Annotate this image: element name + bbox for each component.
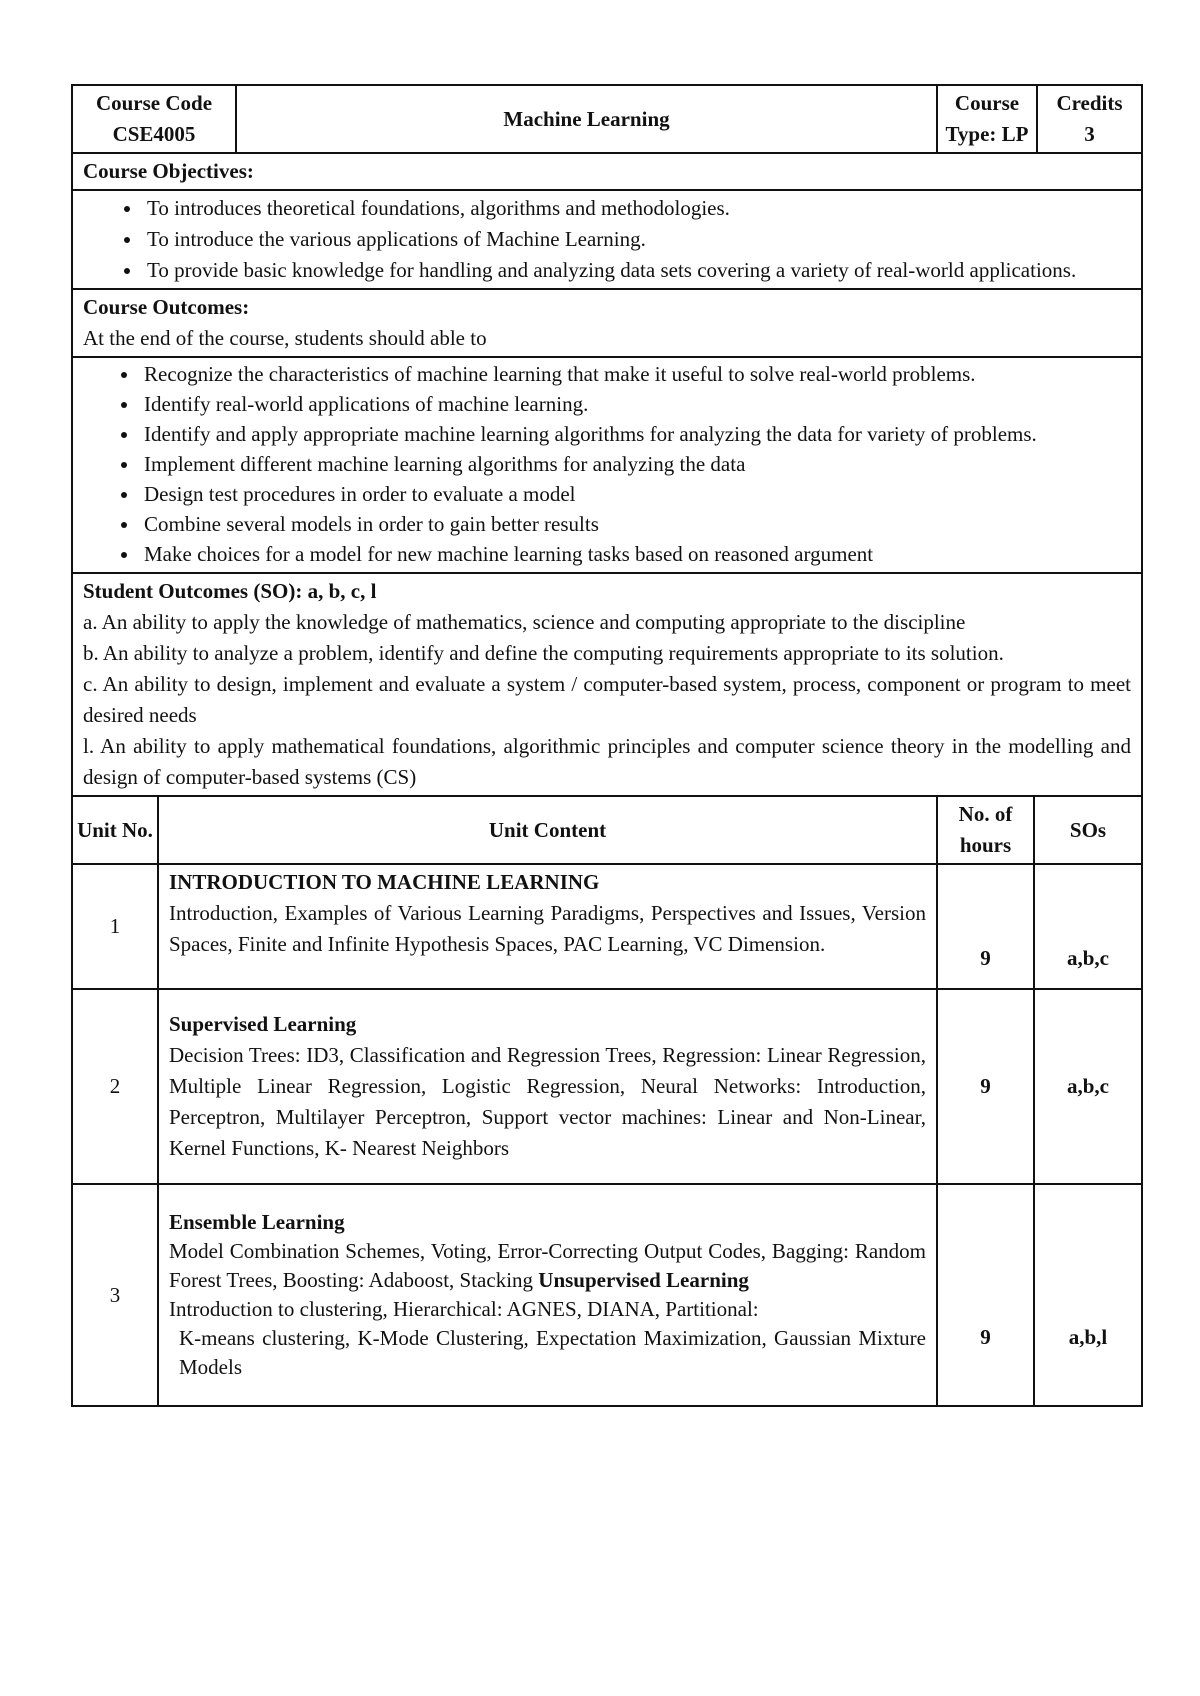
hours-header: No. of hours (937, 796, 1034, 864)
unit-no-header: Unit No. (72, 796, 158, 864)
unit-row (72, 864, 1142, 989)
unit-text: K-means clustering, K-Mode Clustering, Expectation Maximization, Gaussian Mixture Models (179, 1326, 926, 1379)
unit-sos: a,b,c (1034, 989, 1142, 1184)
outcomes-intro: At the end of the course, students should able to (83, 326, 487, 350)
outcome-item: • Implement different machine learning algorithms for analyzing the data (140, 450, 1041, 478)
outcomes-heading: Course Outcomes: (83, 295, 250, 319)
course-code: CSE4005 (112, 122, 196, 146)
unit-hours: 9 (937, 989, 1034, 1184)
student-outcome-item: c. An ability to design, implement and evaluate a system / computer-based system, process, component or program to meet desired needs (83, 672, 1131, 727)
unit-hours: 9 (937, 864, 1034, 989)
outcome-item: • Design test procedures in order to evaluate a model (140, 480, 1041, 508)
outcomes-heading-cell (72, 289, 1142, 357)
student-outcome-item: a. An ability to apply the knowledge of mathematics, science and computing appropriate to the discipline (83, 610, 966, 634)
student-outcomes-heading: Student Outcomes (SO): a, b, c, l (83, 579, 377, 603)
student-outcomes-cell (72, 573, 1142, 796)
credits-value: 3 (1084, 122, 1095, 146)
sos-header: SOs (1034, 796, 1142, 864)
unit-text: Introduction, Examples of Various Learning Paradigms, Perspectives and Issues, Version Spaces, Finite and Infinite Hypothesis Spaces, PAC Learning, VC Dimension. (169, 901, 926, 956)
unit-text: Introduction to clustering, Hierarchical: AGNES, DIANA, Partitional: (169, 1297, 759, 1321)
course-code-cell (72, 85, 236, 153)
unit-title: Supervised Learning (169, 1012, 357, 1036)
outcome-item: • Recognize the characteristics of machine learning that make it useful to solve real-world problems. (140, 360, 1041, 388)
unit-sos: a,b,l (1034, 1184, 1142, 1406)
course-type-label: Course (954, 91, 1020, 115)
objective-item: • To introduces theoretical foundations, algorithms and methodologies. (143, 193, 1131, 224)
course-type-cell (937, 85, 1037, 153)
unit-content (158, 989, 937, 1184)
unit-title: Ensemble Learning (169, 1210, 345, 1234)
objective-item: • To introduce the various applications of Machine Learning. (143, 224, 1131, 255)
student-outcome-item: b. An ability to analyze a problem, identify and define the computing requirements appropriate to its solution. (83, 641, 1004, 665)
outcome-item: • Make choices for a model for new machine learning tasks based on reasoned argument (140, 540, 1041, 568)
outcome-item: • Identify and apply appropriate machine learning algorithms for analyzing the data for variety of problems. (140, 420, 1041, 448)
course-type: Type: LP (945, 122, 1029, 146)
objectives-list (73, 193, 1131, 286)
outcome-item: • Combine several models in order to gain better results (140, 510, 1041, 538)
course-header-table (71, 84, 1143, 797)
outcomes-list (73, 360, 1041, 568)
objective-item: • To provide basic knowledge for handling and analyzing data sets covering a variety of real-world applications. (143, 255, 1131, 286)
unit-text: Decision Trees: ID3, Classification and Regression Trees, Regression: Linear Regression, Multiple Linear Regression, Logistic Regression, Neural Networks: Introduction, Perceptron, Multilayer Perceptron, Support vector machines: Linear and Non-Linear, Kernel Functions, K- Nearest Neighbors (169, 1043, 926, 1160)
unit-text-part: Model Combination Schemes, Voting, Error-Correcting Output Codes, Bagging: Random Forest Trees, Boosting: Adaboost, Stacking (169, 1239, 926, 1292)
unit-content (158, 1184, 937, 1406)
unit-text (169, 1237, 926, 1295)
unit-row (72, 1184, 1142, 1406)
credits-label: Credits (1056, 91, 1123, 115)
course-code-label: Course Code (95, 91, 213, 115)
unit-number: 1 (72, 864, 158, 989)
student-outcome-item: l. An ability to apply mathematical foundations, algorithmic principles and computer science theory in the modelling and design of computer-based systems (CS) (83, 734, 1131, 789)
unit-content-header: Unit Content (158, 796, 937, 864)
units-table (71, 795, 1143, 1407)
unit-content (158, 864, 937, 989)
objectives-list-cell (72, 190, 1142, 289)
unit-subtitle: Unsupervised Learning (538, 1268, 749, 1292)
unit-number: 2 (72, 989, 158, 1184)
unit-title: INTRODUCTION TO MACHINE LEARNING (169, 870, 600, 894)
unit-hours: 9 (937, 1184, 1034, 1406)
outcome-item: • Identify real-world applications of machine learning. (140, 390, 1041, 418)
outcomes-list-cell (72, 357, 1142, 573)
credits-cell (1037, 85, 1142, 153)
objectives-heading: Course Objectives: (72, 153, 1142, 190)
course-title: Machine Learning (236, 85, 937, 153)
unit-row (72, 989, 1142, 1184)
syllabus-page (71, 84, 1141, 1407)
unit-number: 3 (72, 1184, 158, 1406)
unit-sos: a,b,c (1034, 864, 1142, 989)
